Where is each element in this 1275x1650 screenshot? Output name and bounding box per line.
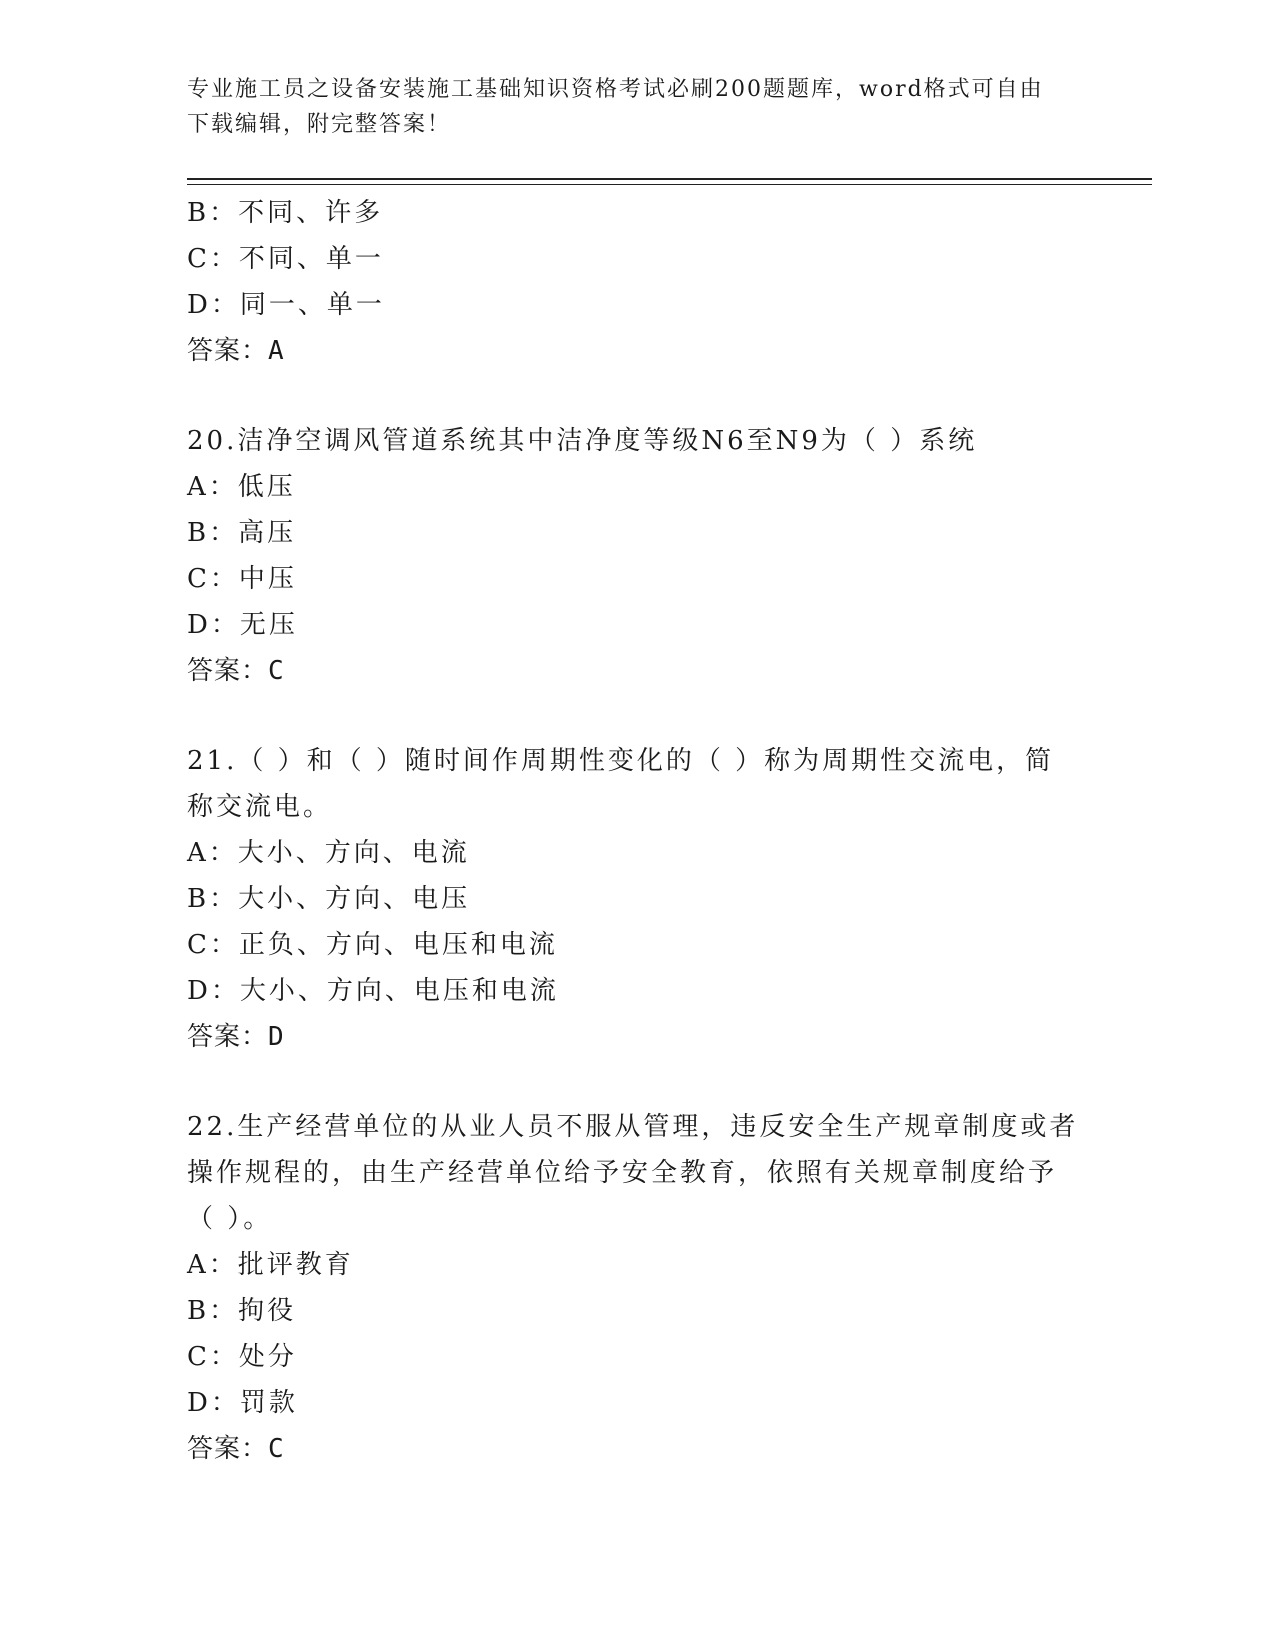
question-19-continued	[187, 190, 1087, 374]
header-line-2: 下载编辑，附完整答案！	[187, 112, 452, 137]
question-text: 20.洁净空调风管道系统其中洁净度等级N6至N9为（ ）系统	[187, 426, 978, 456]
option-c: C：处分	[187, 1342, 297, 1372]
option-b: B：拘役	[187, 1296, 297, 1326]
question-text: 21.（ ）和（ ）随时间作周期性变化的（ ）称为周期性交流电，简	[187, 746, 1055, 776]
question-text-cont: 称交流电。	[187, 792, 333, 822]
option-d: D：大小、方向、电压和电流	[187, 976, 559, 1006]
answer-line: 答案：D	[187, 1022, 285, 1052]
question-21	[187, 738, 1087, 1060]
option-d: D：无压	[187, 610, 298, 640]
question-20	[187, 418, 1087, 694]
question-text: 22.生产经营单位的从业人员不服从管理，违反安全生产规章制度或者	[187, 1112, 1079, 1142]
option-c: C：不同、单一	[187, 244, 384, 274]
option-c: C：正负、方向、电压和电流	[187, 930, 558, 960]
question-22	[187, 1104, 1087, 1472]
answer-line: 答案：A	[187, 336, 285, 366]
question-list	[187, 190, 1087, 1472]
option-a: A：大小、方向、电流	[187, 838, 470, 868]
option-a: A：批评教育	[187, 1250, 354, 1280]
option-b: B：不同、许多	[187, 198, 384, 228]
option-a: A：低压	[187, 472, 296, 502]
header-divider-thin	[187, 184, 1152, 185]
question-text-cont: 操作规程的，由生产经营单位给予安全教育，依照有关规章制度给予	[187, 1158, 1058, 1188]
question-text-cont-2: （ ）。	[187, 1204, 273, 1234]
answer-line: 答案：C	[187, 656, 285, 686]
option-b: B：高压	[187, 518, 297, 548]
header-line-1: 专业施工员之设备安装施工基础知识资格考试必刷200题题库，word格式可自由	[187, 77, 1044, 102]
header-divider	[187, 178, 1152, 180]
option-c: C：中压	[187, 564, 297, 594]
option-d: D：罚款	[187, 1388, 298, 1418]
option-d: D：同一、单一	[187, 290, 385, 320]
answer-line: 答案：C	[187, 1434, 285, 1464]
document-header	[187, 72, 1067, 142]
option-b: B：大小、方向、电压	[187, 884, 471, 914]
